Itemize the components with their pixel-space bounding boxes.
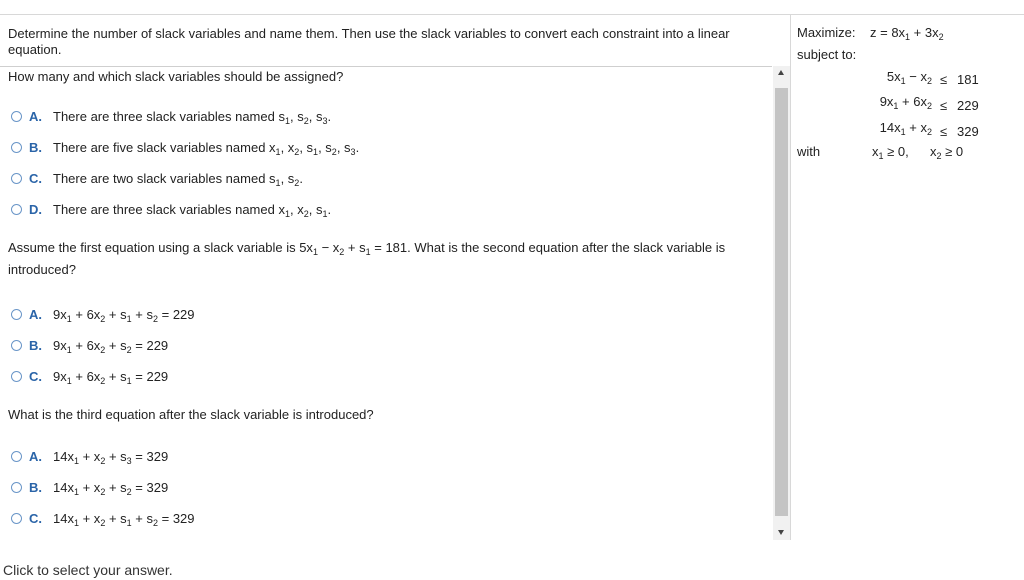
radio-button[interactable] <box>11 482 22 493</box>
constraint-2-rel: ≤ <box>940 98 948 113</box>
constraint-3-rhs: 329 <box>957 124 979 139</box>
constraint-2-lhs: $9x_1 + 6x_2$ <box>879 94 932 111</box>
option-text: There are two slack variables named $s_1$, $s_2$. <box>53 170 303 188</box>
option-letter: D. <box>29 201 42 217</box>
radio-button[interactable] <box>11 340 22 351</box>
option-letter: A. <box>29 108 42 124</box>
radio-button[interactable] <box>11 204 22 215</box>
option-text: There are three slack variables named $s_1$, $s_2$, $s_3$. <box>53 108 332 126</box>
option-letter: B. <box>29 479 42 495</box>
nonneg-x1: $x_1 \ge 0$, <box>872 144 909 161</box>
q2-option-c[interactable] <box>11 368 168 384</box>
q2-option-b[interactable] <box>11 337 168 353</box>
constraint-3-lhs: $14x_1 + x_2$ <box>879 120 932 137</box>
q1-option-d[interactable] <box>11 201 331 217</box>
option-text: $14x_1 + x_2 + s_1 + s_2 = 329$ <box>53 510 195 528</box>
constraint-1-rhs: 181 <box>957 72 979 87</box>
question-panel <box>0 15 772 540</box>
objective-function: $z = 8x_1 + 3x_2$ <box>870 25 944 42</box>
q3-option-c[interactable] <box>11 510 195 526</box>
problem-panel <box>797 15 1022 195</box>
radio-button[interactable] <box>11 513 22 524</box>
option-text: $9x_1 + 6x_2 + s_2 = 229$ <box>53 337 169 355</box>
option-text: $14x_1 + x_2 + s_3 = 329$ <box>53 448 169 466</box>
scroll-up-arrow-icon[interactable] <box>778 70 784 75</box>
radio-button[interactable] <box>11 371 22 382</box>
q3-option-b[interactable] <box>11 479 168 495</box>
radio-button[interactable] <box>11 142 22 153</box>
option-letter: C. <box>29 368 42 384</box>
q1-option-b[interactable] <box>11 139 359 155</box>
subject-to-label: subject to: <box>797 47 857 62</box>
question-1-prompt: How many and which slack variables should be assigned? <box>8 69 344 84</box>
scrollbar-thumb[interactable] <box>775 88 788 516</box>
option-letter: A. <box>29 448 42 464</box>
constraint-1-lhs: $5x_1 - x_2$ <box>886 69 932 86</box>
q1-option-c[interactable] <box>11 170 303 186</box>
constraint-3-rel: ≤ <box>940 124 948 139</box>
option-letter: B. <box>29 337 42 353</box>
with-label: with <box>797 144 821 159</box>
constraint-1-rel: ≤ <box>940 72 948 87</box>
maximize-label: Maximize: <box>797 25 856 40</box>
option-text: There are three slack variables named $x_1$, $x_2$, $s_1$. <box>53 201 332 219</box>
nonneg-x2: $x_2 \ge 0$ <box>930 144 964 161</box>
q1-option-a[interactable] <box>11 108 331 124</box>
radio-button[interactable] <box>11 309 22 320</box>
scroll-down-arrow-icon[interactable] <box>778 530 784 535</box>
option-letter: A. <box>29 306 42 322</box>
q2-option-a[interactable] <box>11 306 195 322</box>
constraint-2-rhs: 229 <box>957 98 979 113</box>
radio-button[interactable] <box>11 451 22 462</box>
option-text: $14x_1 + x_2 + s_2 = 329$ <box>53 479 169 497</box>
option-letter: B. <box>29 139 42 155</box>
option-text: There are five slack variables named $x_1$, $x_2$, $s_1$, $s_2$, $s_3$. <box>53 139 360 157</box>
option-letter: C. <box>29 170 42 186</box>
option-text: $9x_1 + 6x_2 + s_1 = 229$ <box>53 368 169 386</box>
radio-button[interactable] <box>11 111 22 122</box>
question-3-prompt: What is the third equation after the slack variable is introduced? <box>8 407 374 422</box>
q3-option-a[interactable] <box>11 448 168 464</box>
footer-hint: Click to select your answer. <box>3 562 173 578</box>
option-text: $9x_1 + 6x_2 + s_1 + s_2 = 229$ <box>53 306 195 324</box>
question-2-prompt: Assume the first equation using a slack variable is $5x_1 - x_2 + s_1 = 181$. What is the second equation after the slack variable is introduced? <box>8 240 726 277</box>
instruction-text: Determine the number of slack variables and name them. Then use the slack variables to convert each constraint into a linear equation. <box>8 26 730 57</box>
option-letter: C. <box>29 510 42 526</box>
panel-divider <box>790 15 791 540</box>
radio-button[interactable] <box>11 173 22 184</box>
